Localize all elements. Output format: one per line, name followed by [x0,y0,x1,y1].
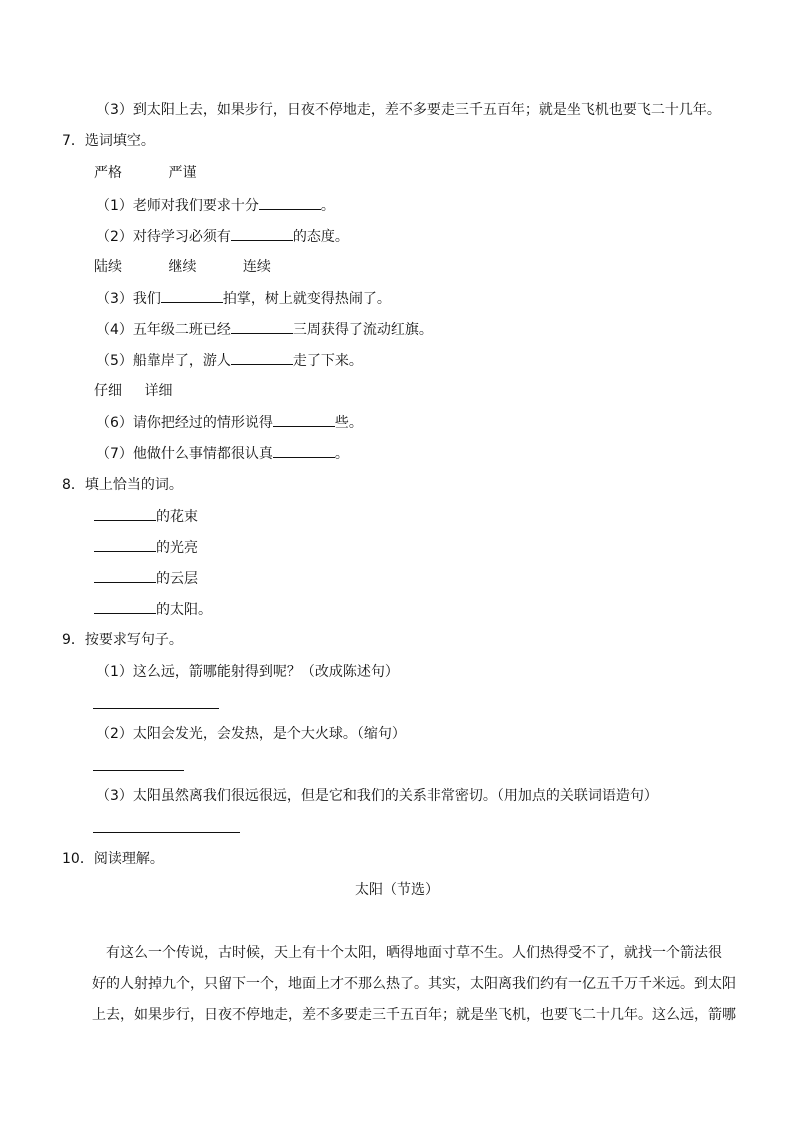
q7-sentence-2 [96,226,349,247]
sentence-text: 的态度。 [292,229,349,245]
q7-sentence-5 [96,350,363,371]
q8-item-3 [94,568,198,589]
sentence-text: （7）他做什么事情都很认真 [96,446,273,462]
passage-line: 上去，如果步行，日夜不停地走，差不多要走三千五百年；就是坐飞机，也要飞二十几年。这么远，箭哪 [92,1007,736,1023]
item-text: 的云层 [156,571,198,587]
answer-blank[interactable] [231,350,293,365]
word-option: 连续 [242,259,271,275]
q7-sentence-3 [96,288,391,309]
q9-sentence-1: （1）这么远，箭哪能射得到呢？（改成陈述句） [96,664,399,680]
passage-line: 好的人射掉九个，只留下一个，地面上才不那么热了。其实，太阳离我们约有一亿五千万千米远。到太阳 [92,976,736,992]
sentence-text: （4）五年级二班已经 [96,322,231,338]
answer-blank[interactable] [259,195,321,210]
answer-blank[interactable] [161,288,223,303]
q9-sentence-3: （3）太阳虽然离我们很远很远，但是它和我们的关系非常密切。（用加点的关联词语造句） [96,788,658,804]
passage-line: 有这么一个传说，古时候，天上有十个太阳，晒得地面寸草不生。人们热得受不了，就找一个箭法很 [106,945,722,961]
q6-item-3: （3）到太阳上去，如果步行，日夜不停地走，差不多要走三千五百年；就是坐飞机也要飞二十几年。 [96,102,721,118]
sentence-text: 。 [320,198,335,214]
answer-line[interactable] [93,708,219,709]
q7-sentence-1 [96,195,335,216]
sentence-text: （2）对待学习必须有 [96,229,231,245]
sentence-text: 些。 [334,415,363,431]
word-option: 严格 [94,165,122,181]
answer-blank[interactable] [231,226,293,241]
answer-line[interactable] [93,832,240,833]
answer-line[interactable] [93,770,184,771]
q9-sentence-2: （2）太阳会发光，会发热，是个大火球。（缩句） [96,726,406,742]
sentence-text: （5）船靠岸了，游人 [96,353,231,369]
answer-blank[interactable] [273,443,335,458]
item-text: 的光亮 [156,540,198,556]
q8-item-1 [94,506,198,527]
q7-word-group-3 [94,381,172,401]
q10-title: 10．阅读理解。 [62,851,164,867]
q7-sentence-7 [96,443,349,464]
answer-blank[interactable] [94,537,156,552]
answer-blank[interactable] [273,412,335,427]
item-text: 的花束 [156,509,198,525]
sentence-text: 三周获得了流动红旗。 [292,322,433,338]
answer-blank[interactable] [94,599,156,614]
answer-blank[interactable] [231,319,293,334]
q9-title: 9．按要求写句子。 [62,632,183,648]
word-option: 严谨 [168,165,197,181]
sentence-text: 拍掌，树上就变得热闹了。 [222,291,391,307]
word-option: 陆续 [94,259,122,275]
answer-blank[interactable] [94,506,156,521]
q7-title: 7．选词填空。 [62,133,155,149]
answer-blank[interactable] [94,568,156,583]
q8-item-4 [94,599,212,620]
word-option: 仔细 [94,383,122,399]
item-text: 的太阳。 [156,602,212,618]
sentence-text: （3）我们 [96,291,161,307]
q7-sentence-4 [96,319,433,340]
sentence-text: （6）请你把经过的情形说得 [96,415,273,431]
sentence-text: 走了下来。 [292,353,363,369]
sentence-text: 。 [334,446,349,462]
q7-sentence-6 [96,412,363,433]
passage-title: 太阳（节选） [355,882,439,898]
q7-word-group-1 [94,163,196,183]
word-option: 详细 [144,383,173,399]
word-option: 继续 [168,259,197,275]
q7-word-group-2 [94,257,271,277]
q8-item-2 [94,537,198,558]
sentence-text: （1）老师对我们要求十分 [96,198,259,214]
q8-title: 8．填上恰当的词。 [62,477,183,493]
